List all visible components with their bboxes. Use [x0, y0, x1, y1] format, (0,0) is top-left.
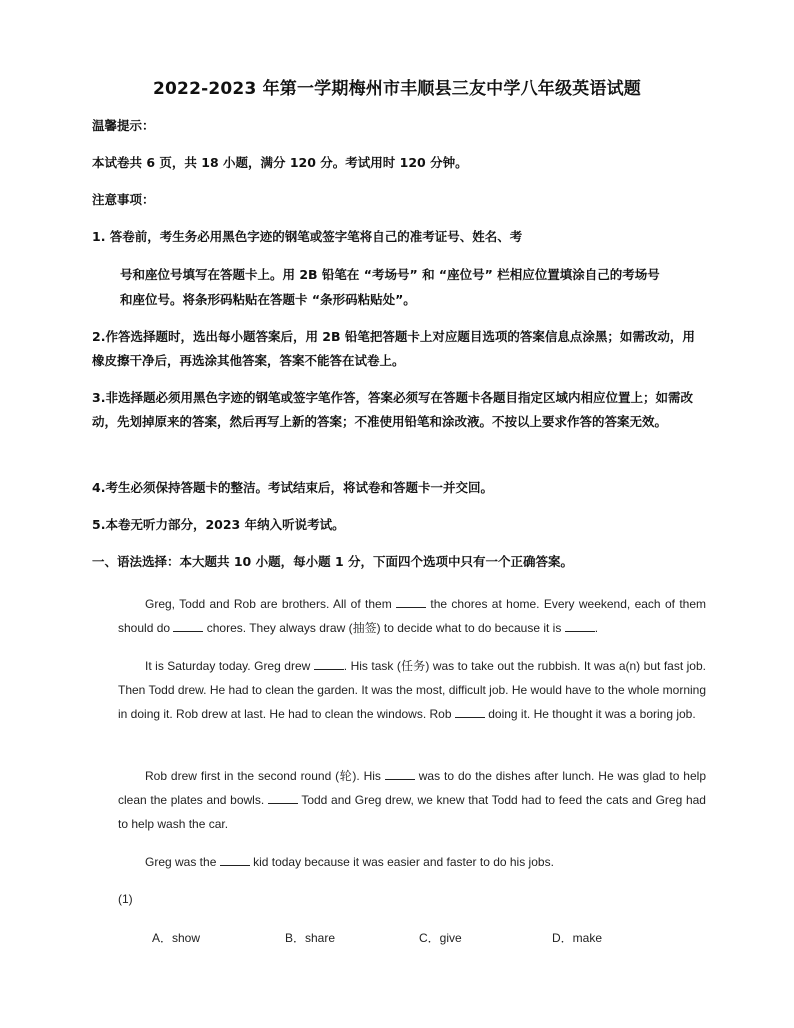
notice-item-1-cont2: 和座位号。将条形码粘贴在答题卡 “条形码粘贴处”。	[120, 292, 416, 307]
tips-text: 本试卷共 6 页，共 18 小题，满分 120 分。考试用时 120 分钟。	[92, 155, 468, 170]
answer-blank	[455, 705, 485, 718]
notice-item-5: 5.本卷无听力部分，2023 年纳入听说考试。	[92, 517, 345, 532]
option-d[interactable]: D．make	[552, 931, 603, 945]
notice-item-4: 4.考生必须保持答题卡的整洁。考试结束后，将试卷和答题卡一并交回。	[92, 480, 493, 495]
passage-paragraph-1: Greg, Todd and Rob are brothers. All of them the chores at home. Every weekend, each of them should do chores. They always draw (抽签) to decide what to do because it is .	[118, 597, 706, 635]
answer-blank	[314, 657, 344, 670]
question-number: (1)	[118, 892, 133, 906]
notice-item-1: 1. 答卷前，考生务必用黑色字迹的钢笔或签字笔将自己的准考证号、姓名、考	[92, 229, 523, 244]
notice-item-1-cont: 号和座位号填写在答题卡上。用 2B 铅笔在 “考场号” 和 “座位号” 栏相应位置填涂自己的考场号	[120, 267, 660, 282]
tips-heading: 温馨提示：	[92, 118, 155, 133]
passage-paragraph-4: Greg was the kid today because it was easier and faster to do his jobs.	[145, 855, 554, 869]
answer-blank	[268, 791, 298, 804]
passage-paragraph-2: It is Saturday today. Greg drew . His task (任务) was to take out the rubbish. It was a(n) but fast job. Then Todd drew. He had to clean the garden. It was the most, difficult job. He would have to the whole morning in doing it. Rob drew at last. He had to clean the windows. Rob doing it. He thought it was a boring job.	[118, 659, 706, 721]
notice-item-3: 3.非选择题必须用黑色字迹的钢笔或签字笔作答，答案必须写在答题卡各题目指定区域内相应位置上；如需改动，先划掉原来的答案，然后再写上新的答案；不准使用铅笔和涂改液。不按以上要求作答的答案无效。	[92, 390, 693, 429]
notice-item-2: 2.作答选择题时，选出每小题答案后，用 2B 铅笔把答题卡上对应题目选项的答案信息点涂黑；如需改动，用橡皮擦干净后，再选涂其他答案，答案不能答在试卷上。	[92, 329, 695, 368]
answer-blank	[220, 853, 250, 866]
section-heading-grammar: 一、语法选择：本大题共 10 小题，每小题 1 分，下面四个选项中只有一个正确答案。	[92, 554, 574, 569]
option-c[interactable]: C．give	[419, 931, 462, 945]
exam-title: 2022-2023 年第一学期梅州市丰顺县三友中学八年级英语试题	[152, 79, 641, 99]
answer-blank	[385, 767, 415, 780]
option-a[interactable]: A．show	[152, 931, 201, 945]
notice-heading: 注意事项：	[92, 192, 155, 207]
passage-paragraph-3: Rob drew first in the second round (轮). His was to do the dishes after lunch. He was glad to help clean the plates and bowls. Todd and Greg drew, we knew that Todd had to feed the cats and Greg had to help wash the car.	[118, 769, 706, 831]
option-b[interactable]: B．share	[285, 931, 336, 945]
answer-blank	[396, 595, 426, 608]
answer-blank	[173, 619, 203, 632]
answer-blank	[565, 619, 595, 632]
